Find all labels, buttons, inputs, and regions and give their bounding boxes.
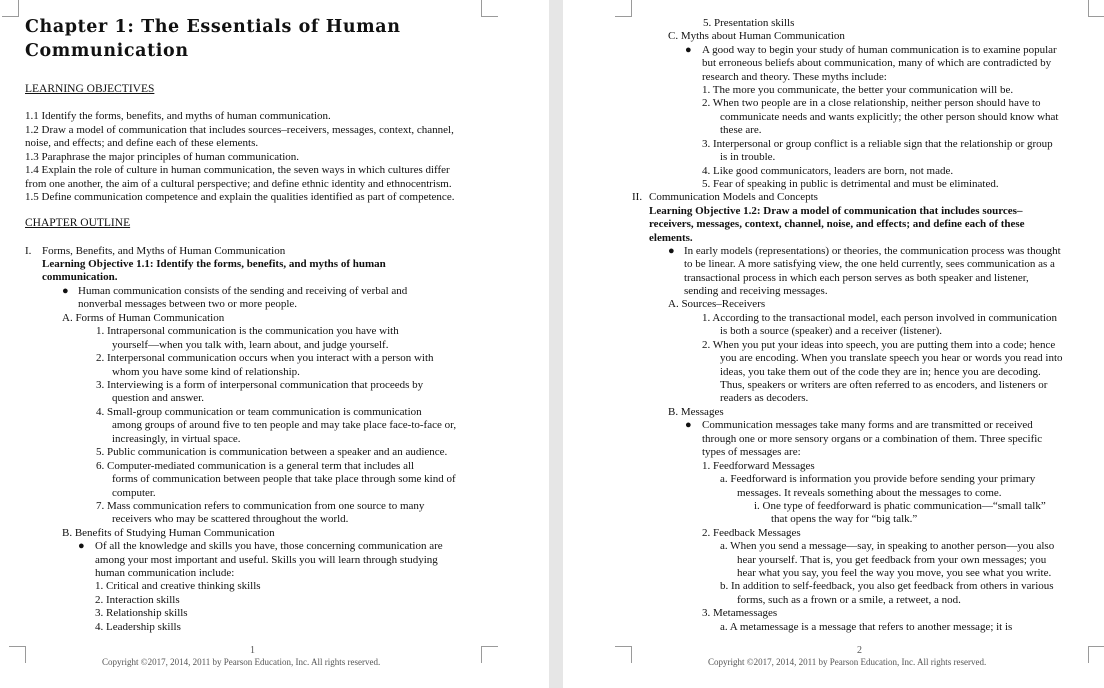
learning-objective-1-1-cont: communication. (42, 271, 118, 283)
list-item: 1. According to the transactional model, each person involved in communication (702, 312, 1057, 324)
section-number: II. (632, 191, 643, 203)
list-item: readers as decoders. (720, 392, 809, 404)
list-item: question and answer. (112, 392, 204, 404)
crop-mark-bottom-right (481, 646, 498, 663)
objective-line: 1.5 Define communication competence and explain the qualities identified as part of competence. (25, 191, 455, 203)
outline-text: Of all the knowledge and skills you have, those concerning communication are (95, 540, 443, 552)
list-item: increasingly, in virtual space. (112, 433, 241, 445)
crop-mark-bottom-right (1088, 646, 1104, 663)
outline-text: In early models (representations) or theories, the communication process was thought (684, 245, 1061, 257)
outline-text: sending and receiving messages. (684, 285, 828, 297)
objective-line: 1.2 Draw a model of communication that includes sources–receivers, messages, context, channel, (25, 124, 454, 136)
chapter-title: Chapter 1: The Essentials of Human (25, 17, 401, 37)
list-item: 5. Presentation skills (703, 17, 795, 29)
list-item: among groups of around five to ten people and may take place face-to-face or, (112, 419, 457, 431)
list-item: is in trouble. (720, 151, 776, 163)
list-item: 2. When you put your ideas into speech, you are putting them into a code; hence (702, 339, 1056, 351)
objective-line: 1.1 Identify the forms, benefits, and myths of human communication. (25, 110, 331, 122)
outline-text: through one or more sensory organs or a combination of them. Three specific (702, 433, 1043, 445)
list-item: 4. Like good communicators, leaders are born, not made. (702, 165, 954, 177)
learning-objective-1-1: Learning Objective 1.1: Identify the forms, benefits, and myths of human (42, 258, 386, 270)
list-item: forms, such as a frown or a smile, a retweet, a nod. (737, 594, 961, 606)
list-item: forms of communication between people that take place through some kind of (112, 473, 456, 485)
list-item: hear yourself. That is, you get feedback from your own messages; you (737, 554, 1047, 566)
list-item: 2. Feedback Messages (702, 527, 801, 539)
outline-text: research and theory. These myths include: (702, 71, 887, 83)
list-item: 1. Feedforward Messages (702, 460, 815, 472)
list-item: you are encoding. When you translate speech you hear or words you read into (720, 352, 1063, 364)
outline-text: among your most important and useful. Skills you will learn through studying (95, 554, 438, 566)
bullet-icon: ● (62, 285, 69, 297)
objective-line: from one another, the aim of a cultural perspective; and define ethnic identity and ethnocentrism. (25, 178, 452, 190)
list-item: 1. Critical and creative thinking skills (95, 580, 261, 592)
list-item: 2. Interpersonal communication occurs when you interact with a person with (96, 352, 434, 364)
list-item: 1. The more you communicate, the better your communication will be. (702, 84, 1014, 96)
list-item: 5. Public communication is communication between a speaker and an audience. (96, 446, 448, 458)
outline-text: types of messages are: (702, 446, 801, 458)
outline-text: human communication include: (95, 567, 235, 579)
page-number: 1 (250, 645, 255, 656)
list-item: Thus, speakers or writers are often referred to as encoders, and listeners or (720, 379, 1048, 391)
list-item: 3. Interviewing is a form of interpersonal communication that proceeds by (96, 379, 424, 391)
objective-line: 1.3 Paraphrase the major principles of human communication. (25, 151, 300, 163)
learning-objective-1-2: Learning Objective 1.2: Draw a model of communication that includes sources– (649, 205, 1023, 217)
document-page-1 (0, 0, 549, 688)
outline-text: nonverbal messages between two or more people. (78, 298, 298, 310)
list-item: is both a source (speaker) and a receiver (listener). (720, 325, 943, 337)
outline-text: transactional process in which each person serves as both speaker and listener, (684, 272, 1029, 284)
subsection-heading: B. Benefits of Studying Human Communication (62, 527, 275, 539)
list-item: 5. Fear of speaking in public is detrimental and must be eliminated. (702, 178, 999, 190)
list-item: a. Feedforward is information you provide before sending your primary (720, 473, 1036, 485)
list-item: 3. Relationship skills (95, 607, 188, 619)
list-item: 2. When two people are in a close relationship, neither person should have to (702, 97, 1041, 109)
document-page-2 (563, 0, 1104, 688)
list-item: these are. (720, 124, 762, 136)
list-item: messages. It reveals something about the messages to come. (737, 487, 1002, 499)
list-item: whom you have some kind of relationship. (112, 366, 300, 378)
bullet-icon: ● (78, 540, 85, 552)
learning-objective-1-2: receivers, messages, context, channel, noise, and effects; and define each of these (649, 218, 1025, 230)
list-item: i. One type of feedforward is phatic communication—“small talk” (754, 500, 1046, 512)
objective-line: noise, and effects; and define each of these elements. (25, 137, 259, 149)
list-item: ideas, you take them out of the code they are in; hence you are decoding. (720, 366, 1041, 378)
crop-mark-bottom-left (9, 646, 26, 663)
crop-mark-top-right (481, 0, 498, 17)
list-item: 6. Computer-mediated communication is a general term that includes all (96, 460, 415, 472)
subsection-heading: B. Messages (668, 406, 724, 418)
objective-line: 1.4 Explain the role of culture in human communication, the seven ways in which cultures differ (25, 164, 450, 176)
learning-objective-1-2: elements. (649, 232, 693, 244)
outline-text: to be linear. A more satisfying view, the one held currently, sees communication as a (684, 258, 1055, 270)
learning-objectives-heading: LEARNING OBJECTIVES (25, 83, 155, 95)
chapter-outline-heading: CHAPTER OUTLINE (25, 217, 131, 229)
list-item: 2. Interaction skills (95, 594, 180, 606)
section-number: I. (25, 245, 32, 257)
list-item: communicate needs and wants explicitly; the other person should know what (720, 111, 1059, 123)
list-item: 4. Small-group communication or team communication is communication (96, 406, 422, 418)
outline-text: Human communication consists of the sending and receiving of verbal and (78, 285, 408, 297)
copyright-footer: Copyright ©2017, 2014, 2011 by Pearson Education, Inc. All rights reserved. (708, 657, 987, 667)
list-item: that opens the way for “big talk.” (771, 513, 918, 525)
crop-mark-top-left (615, 0, 632, 17)
crop-mark-top-left (2, 0, 19, 17)
subsection-heading: A. Forms of Human Communication (62, 312, 225, 324)
bullet-icon: ● (685, 419, 692, 431)
list-item: 4. Leadership skills (95, 621, 181, 633)
subsection-heading: C. Myths about Human Communication (668, 30, 845, 42)
section-heading: Communication Models and Concepts (649, 191, 818, 203)
list-item: 3. Interpersonal or group conflict is a reliable sign that the relationship or group (702, 138, 1053, 150)
list-item: 1. Intrapersonal communication is the communication you have with (96, 325, 399, 337)
outline-text: but erroneous beliefs about communication, many of which are contradicted by (702, 57, 1052, 69)
outline-text: Communication messages take many forms and are transmitted or received (702, 419, 1033, 431)
subsection-heading: A. Sources–Receivers (668, 298, 766, 310)
copyright-footer: Copyright ©2017, 2014, 2011 by Pearson Education, Inc. All rights reserved. (102, 657, 381, 667)
list-item: b. In addition to self-feedback, you also get feedback from others in various (720, 580, 1054, 592)
bullet-icon: ● (685, 44, 692, 56)
chapter-title-line-2: Communication (25, 41, 189, 61)
list-item: a. When you send a message—say, in speaking to another person—you also (720, 540, 1055, 552)
list-item: yourself—when you talk with, learn about, and judge yourself. (112, 339, 389, 351)
list-item: 7. Mass communication refers to communication from one source to many (96, 500, 425, 512)
bullet-icon: ● (668, 245, 675, 257)
crop-mark-bottom-left (615, 646, 632, 663)
list-item: computer. (112, 487, 156, 499)
section-heading: Forms, Benefits, and Myths of Human Communication (42, 245, 286, 257)
page-number: 2 (857, 645, 862, 656)
list-item: hear what you say, you feel the way you move, you see what you write. (737, 567, 1052, 579)
crop-mark-top-right (1088, 0, 1104, 17)
list-item: a. A metamessage is a message that refers to another message; it is (720, 621, 1013, 633)
list-item: receivers who may be scattered throughout the world. (112, 513, 349, 525)
list-item: 3. Metamessages (702, 607, 778, 619)
outline-text: A good way to begin your study of human communication is to examine popular (702, 44, 1057, 56)
page-gutter (549, 0, 563, 688)
